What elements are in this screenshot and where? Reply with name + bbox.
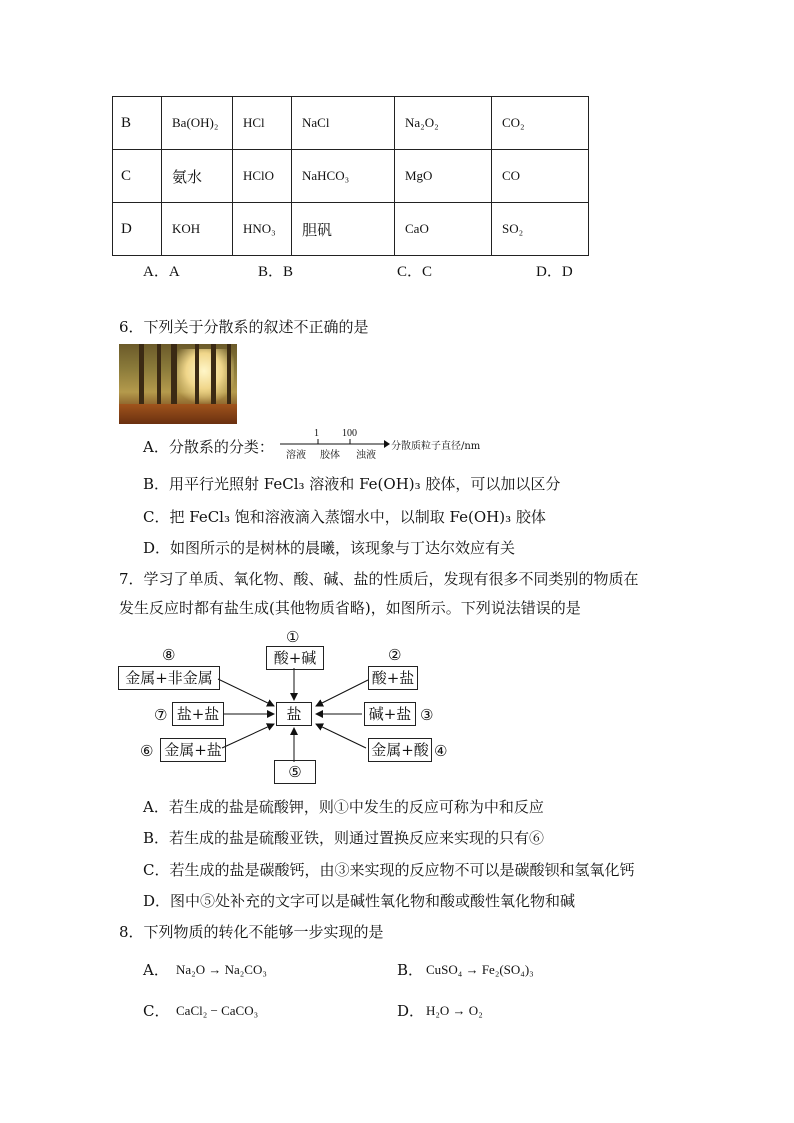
label-6: ⑥	[140, 742, 154, 760]
table-cell: CO₂	[492, 97, 589, 150]
q7-option-a[interactable]: A．若生成的盐是硫酸钾，则①中发生的反应可称为中和反应	[143, 798, 544, 816]
table-cell: KOH	[162, 203, 233, 256]
label-2: ②	[388, 646, 402, 664]
label-4: ④	[434, 742, 448, 760]
label-7: ⑦	[154, 706, 168, 724]
q7-option-b[interactable]: B．若生成的盐是硫酸亚铁，则通过置换反应来实现的只有⑥	[143, 829, 545, 847]
q5-option-d[interactable]: D．D	[536, 264, 573, 280]
label-3: ③	[420, 706, 434, 724]
scale-tick-100: 100	[342, 428, 357, 439]
table-cell: NaCl	[292, 97, 395, 150]
table-cell: SO₂	[492, 203, 589, 256]
q8-stem: 8．下列物质的转化不能够一步实现的是	[119, 923, 384, 941]
scale-tick-1: 1	[314, 428, 319, 439]
table-cell: MgO	[395, 150, 492, 203]
q7-option-d[interactable]: D．图中⑤处补充的文字可以是碱性氧化物和酸或酸性氧化物和碱	[143, 892, 576, 910]
q8-option-d-label[interactable]: D．	[397, 1002, 425, 1020]
table-row	[113, 150, 589, 203]
substance-table	[112, 96, 589, 256]
scale-label-colloid: 胶体	[320, 450, 340, 461]
salt-box: 盐	[276, 702, 312, 726]
q6-option-c[interactable]: C．把 FeCl₃ 饱和溶液滴入蒸馏水中，以制取 Fe(OH)₃ 胶体	[143, 508, 546, 526]
row-label: D	[113, 203, 162, 256]
q7-stem-line2: 发生反应时都有盐生成(其他物质省略)，如图所示。下列说法错误的是	[119, 599, 581, 617]
scale-label-solution: 溶液	[286, 450, 306, 461]
acid-base-box: 酸+碱	[266, 646, 324, 670]
table-cell: 胆矾	[292, 203, 395, 256]
q8-option-a[interactable]: Na₂O → Na₂CO₃	[176, 962, 267, 977]
q6-stem: 6．下列关于分散系的叙述不正确的是	[119, 318, 369, 336]
metal-salt-box: 金属+盐	[160, 738, 226, 762]
base-salt-box: 碱+盐	[364, 702, 416, 726]
metal-nonmetal-box: 金属+非金属	[118, 666, 220, 690]
acid-salt-box: 酸+盐	[368, 666, 418, 690]
q7-option-c[interactable]: C．若生成的盐是碳酸钙，由③来实现的反应物不可以是碳酸钡和氢氧化钙	[143, 861, 635, 879]
scale-label-suspension: 浊液	[356, 450, 376, 461]
q5-option-a[interactable]: A．A	[143, 264, 180, 280]
q8-option-b[interactable]: CuSO₄ → Fe₂(SO₄)₃	[426, 962, 534, 977]
q5-option-c[interactable]: C．C	[397, 264, 433, 280]
table-cell: HClO	[233, 150, 292, 203]
table-cell: HCl	[233, 97, 292, 150]
q8-option-c-label[interactable]: C．	[143, 1002, 170, 1020]
label-8: ⑧	[162, 646, 176, 664]
q5-option-b[interactable]: B．B	[258, 264, 294, 280]
label-1: ①	[286, 628, 300, 646]
table-row	[113, 203, 589, 256]
table-cell: CaO	[395, 203, 492, 256]
q6-option-b[interactable]: B．用平行光照射 FeCl₃ 溶液和 Fe(OH)₃ 胶体，可以加以区分	[143, 475, 561, 493]
scale-axis-label: 分散质粒子直径/nm	[391, 441, 481, 452]
q6-option-d[interactable]: D．如图所示的是树林的晨曦，该现象与丁达尔效应有关	[143, 539, 516, 557]
row-label: C	[113, 150, 162, 203]
q7-stem-line1: 7．学习了单质、氧化物、酸、碱、盐的性质后，发现有很多不同类别的物质在	[119, 570, 639, 588]
table-cell: HNO₃	[233, 203, 292, 256]
q8-option-d[interactable]: H₂O → O₂	[426, 1003, 483, 1018]
table-cell: CO	[492, 150, 589, 203]
dispersion-scale	[280, 428, 500, 462]
q8-option-b-label[interactable]: B．	[397, 961, 424, 979]
blank-box-5: ⑤	[274, 760, 316, 784]
table-cell: NaHCO₃	[292, 150, 395, 203]
salt-salt-box: 盐+盐	[172, 702, 224, 726]
salt-formation-diagram	[110, 624, 450, 790]
table-cell: Na₂O₂	[395, 97, 492, 150]
table-cell: Ba(OH)₂	[162, 97, 233, 150]
row-label: B	[113, 97, 162, 150]
q8-option-a-label[interactable]: A．	[143, 961, 169, 979]
table-row	[113, 97, 589, 150]
q8-option-c[interactable]: CaCl₂ − CaCO₃	[176, 1003, 259, 1018]
table-cell: 氨水	[162, 150, 233, 203]
forest-sunrise-image	[119, 344, 237, 424]
q6-option-a[interactable]: A．分散系的分类：	[143, 438, 274, 456]
metal-acid-box: 金属+酸	[368, 738, 432, 762]
